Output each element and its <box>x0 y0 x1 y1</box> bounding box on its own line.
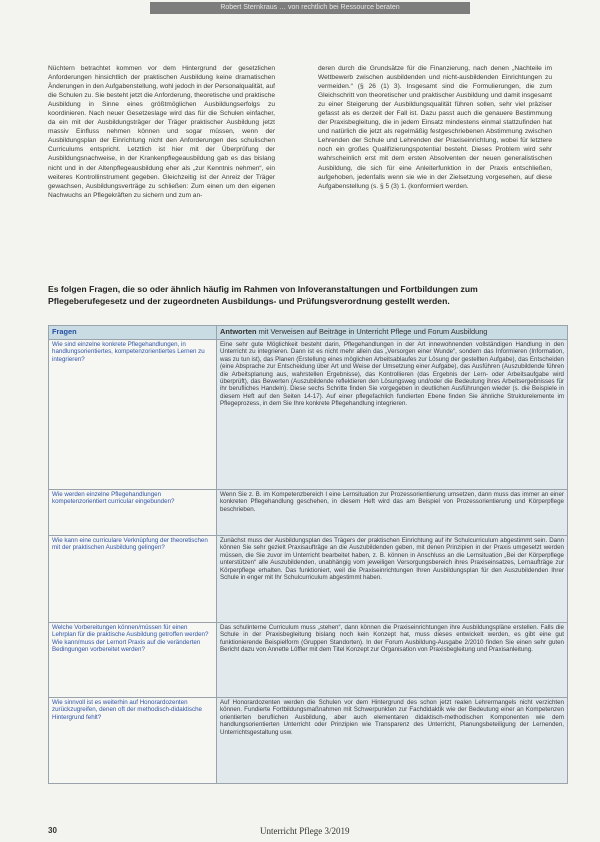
table-row <box>49 536 568 623</box>
page-number: 30 <box>48 826 57 835</box>
left-text-column <box>48 64 275 200</box>
question-cell: Welche Vorbereitungen können/müssen für einen Lehrplan für die praktische Ausbildung getroffen werden? Wie kann/muss der Lernort Praxis auf die veränderten Bedingungen vorbereitet werden? <box>49 623 217 698</box>
question-cell: Wie werden einzelne Pflegehandlungen kompetenzorientiert curricular eingebunden? <box>49 490 217 536</box>
table-row <box>49 623 568 698</box>
table-header-row <box>49 326 568 340</box>
question-cell: Wie sind einzelne konkrete Pflegehandlungen, in handlungsorientiertes, kompetenzorientiertes Lernen zu integrieren? <box>49 340 217 490</box>
journal-title: Unterricht Pflege 3/2019 <box>260 826 350 836</box>
right-column-paragraph: deren durch die Grundsätze für die Finanzierung, nach denen „Nachteile im Wettbewerb zwischen ausbildenden und nicht-ausbildenden Einrichtungen zu vermeiden.“ (§ 26 (1) 3). Insgesamt sind die Formulierungen, die zum Gleichschritt von theoretischer und praktischer Ausbildung und damit insgesamt zu einer Steigerung der Ausbildungsqualität führen sollen, sehr viel präziser gefasst als es derzeit der Fall ist. Dazu passt auch die genauere Bestimmung der Praxisbegleitung, die in jedem Einsatz mindestens einmal stattzufinden hat und natürlich die jetzt als regelmäßig festgeschriebenen Abstimmung zwischen Lehrenden der Schule und Lehrenden der Praxiseinrichtung, wobei für letztere noch ein großes Qualifizierungspotential besteht. Dieses Problem wird sehr wahrscheinlich erst mit dem ersten Absolventen der neuen generalistischen Ausbildung, die sich für eine Anleiterfunktion in der Praxis entschließen, aufgehoben, jedenfalls wenn sie wie in der Zielsetzung vorgesehen, auf diese Aufgabenstellung (s. § 5 (3) 1. (konformiert werden. <box>318 65 552 190</box>
left-column-paragraph: Nüchtern betrachtet kommen vor dem Hintergrund der gesetzlichen Anforderungen hinsichtlich der praktischen Ausbildung keine dramatischen Änderungen in den Aufgabenstellung, wohl jedoch in der Personalqualität, auf die Schulen zu. Sie besteht jetzt die Anforderung, theoretische und praktische Ausbildung in Sinne eines größtmöglichen Ausbildungserfolgs zu koordinieren. Nach neuer Gesetzeslage wird das für die Schulen einfacher, da ein mit der Ausbildungsträger der Träger praktischer Ausbildung jetzt massiv Einfluss nehmen können und sogar müssen, wenn der Ausbildungsplan der Einrichtung nicht den Anforderungen des schulischen Curriculums entspricht. Letztlich ist hier mit der Überprüfung der Ausbildungsnachweise, in der Krankenpflegeausbildung gab es das bislang nicht und in der Altenpflegeausbildung eher als „zur Kenntnis nehmen“, ein weiteres Kontrollinstrument gegeben. Gleichzeitig ist der Anreiz der Träger gewachsen, Ausbildungsverträge zu schließen: Zum einen um den eigenen Nachwuchs an Pflegekräften zu sichern und zum an- <box>48 65 275 199</box>
question-cell: Wie kann eine curriculare Verknüpfung der theoretischen mit der praktischen Ausbildung gelingen? <box>49 536 217 623</box>
answer-cell: Zunächst muss der Ausbildungsplan des Trägers der praktischen Einrichtung auf ihr Schulcurriculum abgestimmt sein. Dann können Sie sehr gezielt Praxisaufträge an die Auszubildenden geben, mit denen Prinzipien in der Praxis umgesetzt werden müssen, die Sie zuvor im Unterricht bearbeitet haben, z. B. können in Anschluss an die Lernsituation „Bei der Körperpflege unterstützen“ alle Auszubildenden, unabhängig vom jeweiligen Versorgungsbereich ihres Praxiseinsatzes, Lernaufträge zur Körperpflege erhalten. Das funktioniert, weil die Praxiseinrichtungen Ihren Ausbildungsplan für den Auszubildenden Ihrer Schule in enger mit Ihr Schulcurriculum abgestimmt haben. <box>217 536 568 623</box>
table-row <box>49 490 568 536</box>
header-answers-bold: Antworten <box>220 327 257 336</box>
header-answers-rest: mit Verweisen auf Beiträge in Unterricht Pflege und Forum Ausbildung <box>256 327 488 336</box>
table-row <box>49 340 568 490</box>
answer-cell: Auf Honorardozenten werden die Schulen vor dem Hintergrund des schon jetzt realen Lehrermangels nicht verzichten können. Fundierte Fortbildungsmaßnahmen mit Schwerpunkten zur Fachdidaktik wie der Bedeutung einer an Kompetenzen orientierten beruflichen Ausbildung, aber auch elementaren didaktisch-methodischen Komponenten wie dem handlungsorientierten Unterricht oder Prinzipien wie Transparenz des Unterricht, Planungsbeteiligung der Lernenden, Unterrichtsgestaltung usw. <box>217 698 568 784</box>
header-questions: Fragen <box>49 326 217 340</box>
header-answers <box>217 326 568 340</box>
intro-heading: Es folgen Fragen, die so oder ähnlich häufig im Rahmen von Infoveranstaltungen und Fortbildungen zum Pflegeberufegesetz und der zugeordneten Ausbildungs- und Prüfungsverordnung gestellt werden. <box>48 284 478 306</box>
question-cell: Wie sinnvoll ist es weiterhin auf Honorardozenten zurückzugreifen, denen oft der methodisch-didaktische Hintergrund fehlt? <box>49 698 217 784</box>
right-text-column <box>318 64 552 191</box>
table-row <box>49 698 568 784</box>
answer-cell: Eine sehr gute Möglichkeit besteht darin, Pflegehandlungen in der Art innewohnenden vollständigen Handlung in den Unterricht zu integrieren. Dann ist es nicht mehr allein das „Versorgen einer Wunde“, sondern das Informieren (Information, was zu tun ist), das Planen (Erstellung eines möglichen Arbeitsablaufes zur Lösung der gestellten Aufgabe), das Entscheiden (eine Absprache zur Entscheidung über Art und Weise der Umsetzung einer Aufgabe), das Ausführen (Auszubildende führen die Arbeitsplanung aus, wahrstellen Ergebnisse), das Kontrollieren (das Ergebnis der Lern- oder Arbeitsaufgabe wird überprüft), das Bewerten (Auszubildende reflektieren den Lösungsweg und/oder die Bedeutung ihres Arbeitsergebnisses für ihr berufliches Handeln). Diese sechs Schritte finden Sie vorgegeben in deutlichen Ausführungen wieder (s. die Beispiele in diesem Heft auf den Seiten 14-17). Auf einer pflegefachlich fundierten Ebene finden Sie ähnliche Strukturelemente im Pflegeprozess, in dem Sie Ihre konkrete Pflegehandlung integrieren. <box>217 340 568 490</box>
running-header: Robert Sternkraus … von rechtlich bei Ressource beraten <box>150 2 470 14</box>
answer-cell: Wenn Sie z. B. im Kompetenzbereich I eine Lernsituation zur Prozessorientierung umsetzen, dann muss das immer an einer konkreten Pflegehandlung geschehen, in diesem Heft wird das am Beispiel von Prozessorientierung und Körperpflege beschrieben. <box>217 490 568 536</box>
answer-cell: Das schulinterne Curriculum muss „stehen“, dann können die Praxiseinrichtungen ihre Ausbildungspläne erstellen. Falls die Schule in der Praxisbegleitung bislang noch kein Konzept hat, muss dieses entwickelt werden, es gibt eine gut funktionierende Beispielform (Gruppen Standorten). In der Forum Ausbildung-Ausgabe 2/2010 finden Sie einen sehr guten Bericht dazu von Annette Löffler mit dem Titel Konzept zur Organisation von Praxisbegleitung und Praxisanleitung. <box>217 623 568 698</box>
faq-table <box>48 325 568 784</box>
